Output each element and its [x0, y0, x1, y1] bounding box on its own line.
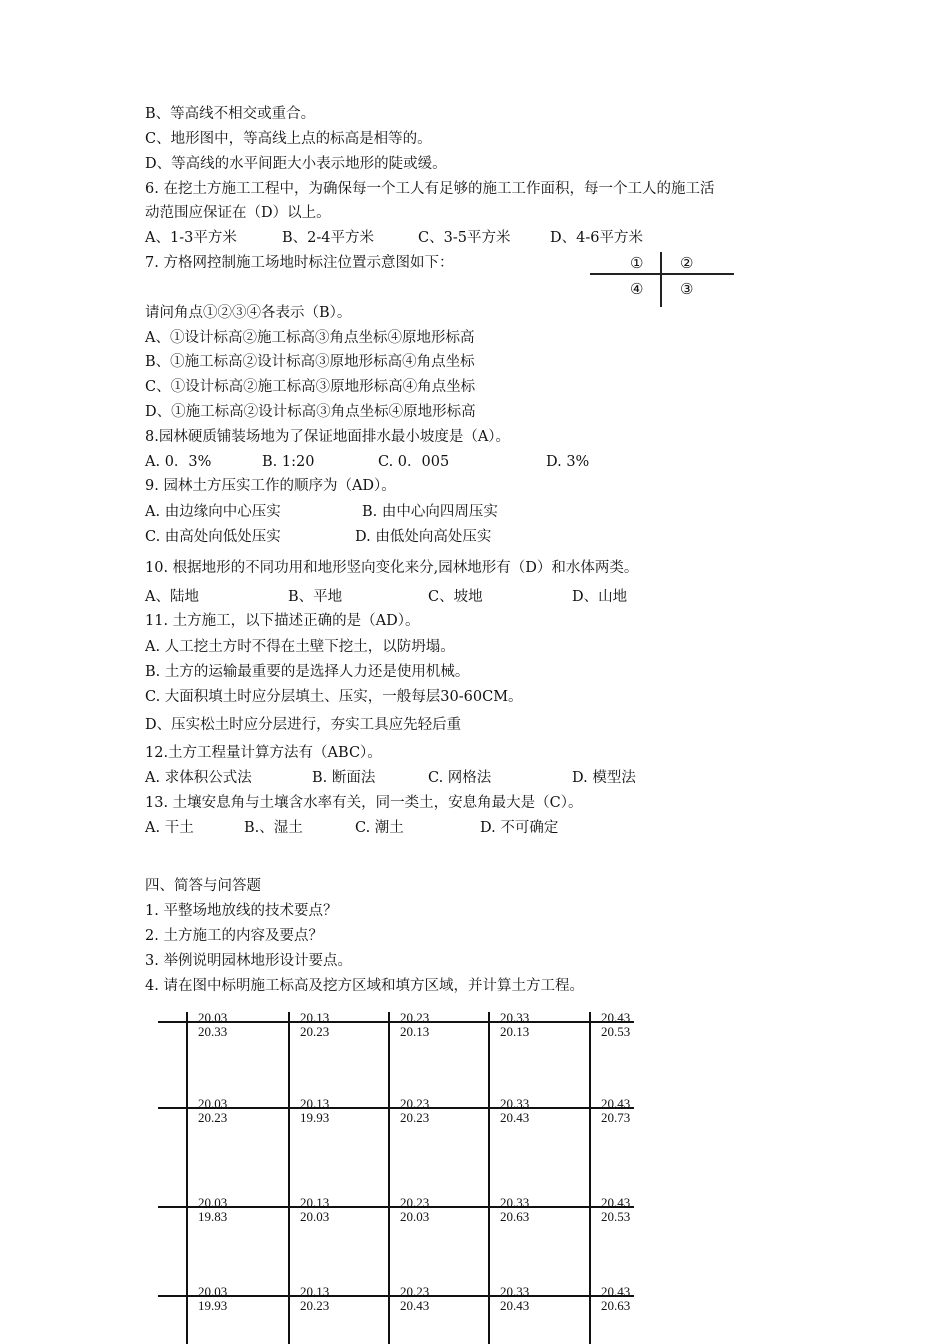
grid-row-line: [158, 1021, 634, 1023]
diagram-vertical-line: [660, 252, 662, 307]
q8-option-b: B. 1:20: [262, 454, 315, 470]
design-elevation: 20.23: [400, 1195, 430, 1210]
grid-column-line: [186, 1012, 188, 1344]
label-1: ①: [630, 254, 644, 272]
q13-option-d: D. 不可确定: [480, 820, 559, 836]
q7-option-d: D、①施工标高②设计标高③角点坐标④原地形标高: [145, 404, 476, 420]
q8-option-d: D. 3%: [546, 454, 590, 470]
short-question-4: 4. 请在图中标明施工标高及挖方区域和填方区域，并计算土方工程。: [145, 978, 584, 994]
question-8: 8.园林硬质铺装场地为了保证地面排水最小坡度是（A）。: [145, 429, 511, 445]
design-elevation: 20.33: [500, 1284, 530, 1299]
section-heading: 四、简答与问答题: [145, 878, 261, 894]
q11-option-c: C. 大面积填土时应分层填土、压实，一般每层30-60CM。: [145, 689, 523, 705]
q11-option-a: A. 人工挖土方时不得在土壁下挖土，以防坍塌。: [145, 639, 455, 655]
original-elevation: 20.23: [400, 1110, 430, 1125]
original-elevation: 20.43: [400, 1298, 430, 1313]
short-question-3: 3. 举例说明园林地形设计要点。: [145, 953, 352, 969]
grid-column-line: [288, 1012, 290, 1344]
original-elevation: 20.13: [500, 1024, 530, 1039]
q8-option-c: C. 0．005: [378, 454, 450, 470]
question-10: 10. 根据地形的不同功用和地形竖向变化来分,园林地形有（D）和水体两类。: [145, 560, 639, 576]
design-elevation: 20.33: [500, 1096, 530, 1111]
design-elevation: 20.03: [198, 1195, 228, 1210]
q10-option-d: D、山地: [572, 589, 628, 605]
text-line: C、地形图中，等高线上点的标高是相等的。: [145, 131, 432, 147]
original-elevation: 20.43: [500, 1110, 530, 1125]
question-12: 12.土方工程量计算方法有（ABC）。: [145, 745, 382, 761]
q13-option-c: C. 潮土: [355, 820, 404, 836]
q13-option-a: A. 干土: [145, 820, 194, 836]
q9-option-c: C. 由高处向低处压实: [145, 529, 281, 545]
original-elevation: 20.03: [400, 1209, 430, 1224]
text-line: B、等高线不相交或重合。: [145, 106, 316, 122]
question-13: 13. 土壤安息角与土壤含水率有关，同一类土，安息角最大是（C）。: [145, 795, 583, 811]
q9-option-a: A. 由边缘向中心压实: [145, 504, 281, 520]
grid-row-line: [158, 1206, 634, 1208]
design-elevation: 20.23: [400, 1284, 430, 1299]
original-elevation: 20.63: [500, 1209, 530, 1224]
design-elevation: 20.33: [500, 1195, 530, 1210]
original-elevation: 20.53: [601, 1209, 631, 1224]
original-elevation: 20.23: [300, 1024, 330, 1039]
q6-option-a: A、1-3平方米: [145, 230, 237, 246]
original-elevation: 19.83: [198, 1209, 228, 1224]
question-11: 11. 土方施工，以下描述正确的是（AD）。: [145, 613, 420, 629]
q7-option-c: C、①设计标高②施工标高③原地形标高④角点坐标: [145, 379, 476, 395]
design-elevation: 20.23: [400, 1096, 430, 1111]
q11-option-d: D、压实松土时应分层进行，夯实工具应先轻后重: [145, 717, 462, 733]
q9-option-d: D. 由低处向高处压实: [355, 529, 492, 545]
original-elevation: 20.13: [400, 1024, 430, 1039]
q10-option-c: C、坡地: [428, 589, 483, 605]
design-elevation: 20.43: [601, 1096, 631, 1111]
design-elevation: 20.43: [601, 1195, 631, 1210]
diagram-horizontal-line: [590, 273, 734, 275]
design-elevation: 20.03: [198, 1096, 228, 1111]
design-elevation: 20.43: [601, 1284, 631, 1299]
original-elevation: 19.93: [198, 1298, 228, 1313]
q10-option-a: A、陆地: [145, 589, 199, 605]
q13-option-b: B.、湿土: [244, 820, 303, 836]
question-7-prompt: 请问角点①②③④各表示（B）。: [145, 305, 352, 321]
q9-option-b: B. 由中心向四周压实: [362, 504, 498, 520]
design-elevation: 20.03: [198, 1010, 228, 1025]
label-3: ③: [680, 280, 694, 298]
q12-option-b: B. 断面法: [312, 770, 376, 786]
label-2: ②: [680, 254, 694, 272]
label-4: ④: [630, 280, 644, 298]
design-elevation: 20.13: [300, 1284, 330, 1299]
q12-option-c: C. 网格法: [428, 770, 492, 786]
grid-row-line: [158, 1295, 634, 1297]
original-elevation: 20.23: [198, 1110, 228, 1125]
question-6-cont: 动范围应保证在（D）以上。: [145, 205, 331, 221]
grid-column-line: [488, 1012, 490, 1344]
original-elevation: 20.23: [300, 1298, 330, 1313]
original-elevation: 20.33: [198, 1024, 228, 1039]
grid-column-line: [388, 1012, 390, 1344]
design-elevation: 20.33: [500, 1010, 530, 1025]
design-elevation: 20.13: [300, 1195, 330, 1210]
design-elevation: 20.13: [300, 1096, 330, 1111]
q6-option-c: C、3-5平方米: [418, 230, 511, 246]
question-6: 6. 在挖土方施工工程中，为确保每一个工人有足够的施工工作面积，每一个工人的施工活: [145, 181, 715, 197]
question-9: 9. 园林土方压实工作的顺序为（AD）。: [145, 478, 396, 494]
original-elevation: 20.03: [300, 1209, 330, 1224]
short-question-1: 1. 平整场地放线的技术要点？: [145, 903, 338, 919]
original-elevation: 20.63: [601, 1298, 631, 1313]
design-elevation: 20.03: [198, 1284, 228, 1299]
q6-option-d: D、4-6平方米: [550, 230, 643, 246]
grid-row-line: [158, 1107, 634, 1109]
original-elevation: 20.43: [500, 1298, 530, 1313]
q12-option-a: A. 求体积公式法: [145, 770, 252, 786]
q12-option-d: D. 模型法: [572, 770, 636, 786]
text-line: D、等高线的水平间距大小表示地形的陡或缓。: [145, 156, 447, 172]
q6-option-b: B、2-4平方米: [282, 230, 375, 246]
original-elevation: 19.93: [300, 1110, 330, 1125]
design-elevation: 20.23: [400, 1010, 430, 1025]
q7-option-b: B、①施工标高②设计标高③原地形标高④角点坐标: [145, 354, 475, 370]
short-question-2: 2. 土方施工的内容及要点？: [145, 928, 323, 944]
q8-option-a: A. 0．3%: [145, 454, 212, 470]
q11-option-b: B. 土方的运输最重要的是选择人力还是使用机械。: [145, 664, 470, 680]
q10-option-b: B、平地: [288, 589, 343, 605]
original-elevation: 20.53: [601, 1024, 631, 1039]
grid-column-line: [589, 1012, 591, 1344]
q7-option-a: A、①设计标高②施工标高③角点坐标④原地形标高: [145, 330, 475, 346]
design-elevation: 20.13: [300, 1010, 330, 1025]
original-elevation: 20.73: [601, 1110, 631, 1125]
question-7: 7. 方格网控制施工场地时标注位置示意图如下：: [145, 255, 454, 271]
design-elevation: 20.43: [601, 1010, 631, 1025]
